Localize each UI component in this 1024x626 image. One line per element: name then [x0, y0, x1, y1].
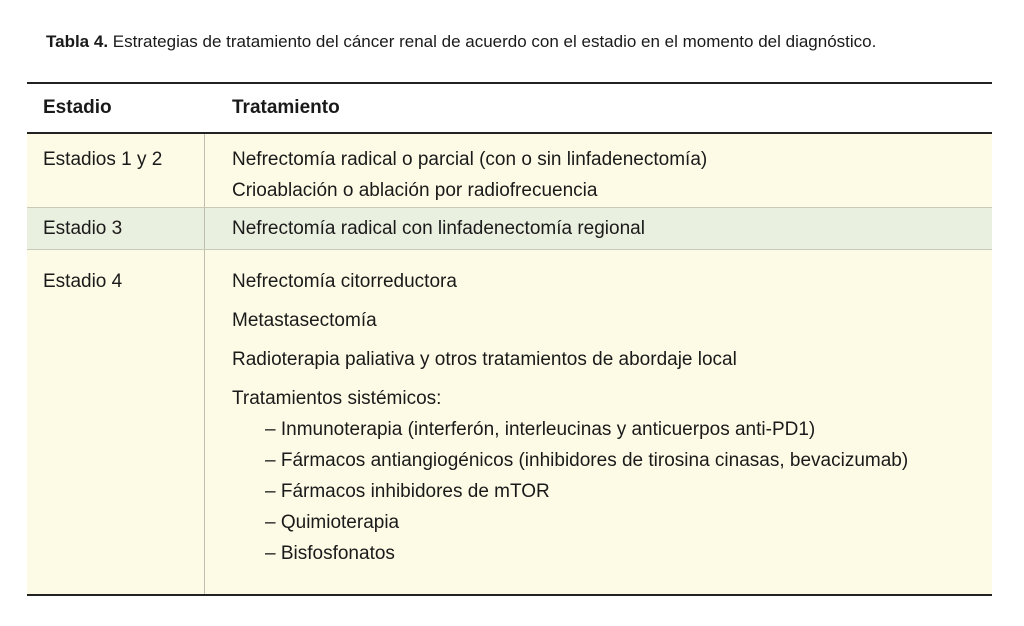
treatment-item: Nefrectomía radical con linfadenectomía regional: [232, 218, 645, 239]
treatment-cell: [205, 250, 992, 594]
systemic-treatment-item: – Bisfosfonatos: [265, 543, 395, 564]
treatment-table: [27, 82, 992, 596]
table-bottom-rule: [27, 594, 992, 596]
treatment-item: Nefrectomía radical o parcial (con o sin linfadenectomía): [232, 149, 708, 170]
treatment-item: Crioablación o ablación por radiofrecuencia: [232, 180, 598, 201]
table-row-stage-4: [27, 250, 992, 594]
systemic-treatment-item: – Fármacos antiangiogénicos (inhibidores de tirosina cinasas, bevacizumab): [265, 450, 909, 471]
table-caption: [46, 31, 1006, 53]
systemic-treatment-item: – Quimioterapia: [265, 512, 400, 533]
stage-cell: Estadio 3: [27, 208, 205, 249]
stage-cell: Estadios 1 y 2: [27, 134, 205, 207]
header-treatment: Tratamiento: [232, 97, 340, 118]
systemic-treatment-item: – Fármacos inhibidores de mTOR: [265, 481, 550, 502]
table-row-stage-3: [27, 208, 992, 249]
treatment-item: Radioterapia paliativa y otros tratamientos de abordaje local: [232, 349, 737, 370]
treatment-item: Metastasectomía: [232, 310, 377, 331]
table-header-row: [27, 84, 992, 132]
caption-label: Tabla 4.: [46, 32, 109, 51]
table-row-stage-1-2: [27, 134, 992, 207]
stage-cell: Estadio 4: [27, 250, 205, 594]
systemic-treatment-item: – Inmunoterapia (interferón, interleucinas y anticuerpos anti-PD1): [265, 419, 816, 440]
treatment-cell: [205, 134, 992, 207]
treatment-item: Nefrectomía citorreductora: [232, 271, 457, 292]
treatment-item: Tratamientos sistémicos:: [232, 388, 442, 409]
header-stage: Estadio: [43, 97, 112, 118]
caption-text: Estrategias de tratamiento del cáncer renal de acuerdo con el estadio en el momento del diagnóstico.: [108, 32, 877, 51]
treatment-cell: [205, 208, 992, 249]
